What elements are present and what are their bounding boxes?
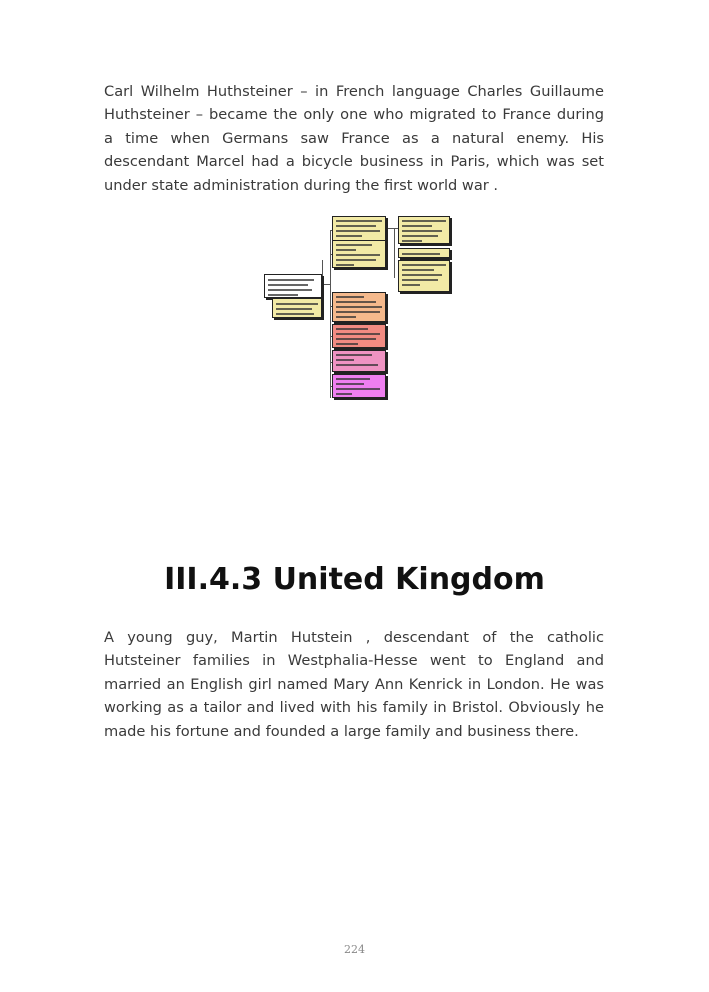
tree-person-box xyxy=(398,260,450,292)
body-paragraph-united-kingdom: A young guy, Martin Hutstein , descendant of the catholic Hutsteiner families in Westphalia-Hesse went to England and married an English girl named Mary Ann Kenrick in London. He was working as a tailor and lived with his family in Bristol. Obviously he made his fortune and founded a large family and business there. xyxy=(104,629,604,740)
tree-person-box xyxy=(332,292,386,322)
tree-person-box xyxy=(332,374,386,398)
tree-connector xyxy=(330,230,331,398)
tree-connector xyxy=(322,284,330,285)
tree-connector xyxy=(322,260,323,310)
tree-person-box xyxy=(272,298,322,318)
body-paragraph-france: Carl Wilhelm Huthsteiner – in French language Charles Guillaume Huthsteiner – became the only one who migrated to France during a time when Germans saw France as a natural enemy. His descendant Marcel had a bicycle business in Paris, which was set under state administration during the first world war . xyxy=(104,83,604,194)
tree-connector xyxy=(394,228,395,278)
page-number: 224 xyxy=(344,943,365,956)
tree-connector xyxy=(386,228,398,229)
tree-person-box xyxy=(398,248,450,258)
family-tree-image xyxy=(262,212,456,402)
section-heading: III.4.3 United Kingdom xyxy=(164,562,545,597)
tree-person-box xyxy=(332,240,386,268)
tree-person-box xyxy=(332,350,386,372)
tree-person-box xyxy=(332,324,386,348)
tree-person-box xyxy=(264,274,322,298)
tree-person-box xyxy=(398,216,450,244)
tree-person-box xyxy=(332,216,386,242)
